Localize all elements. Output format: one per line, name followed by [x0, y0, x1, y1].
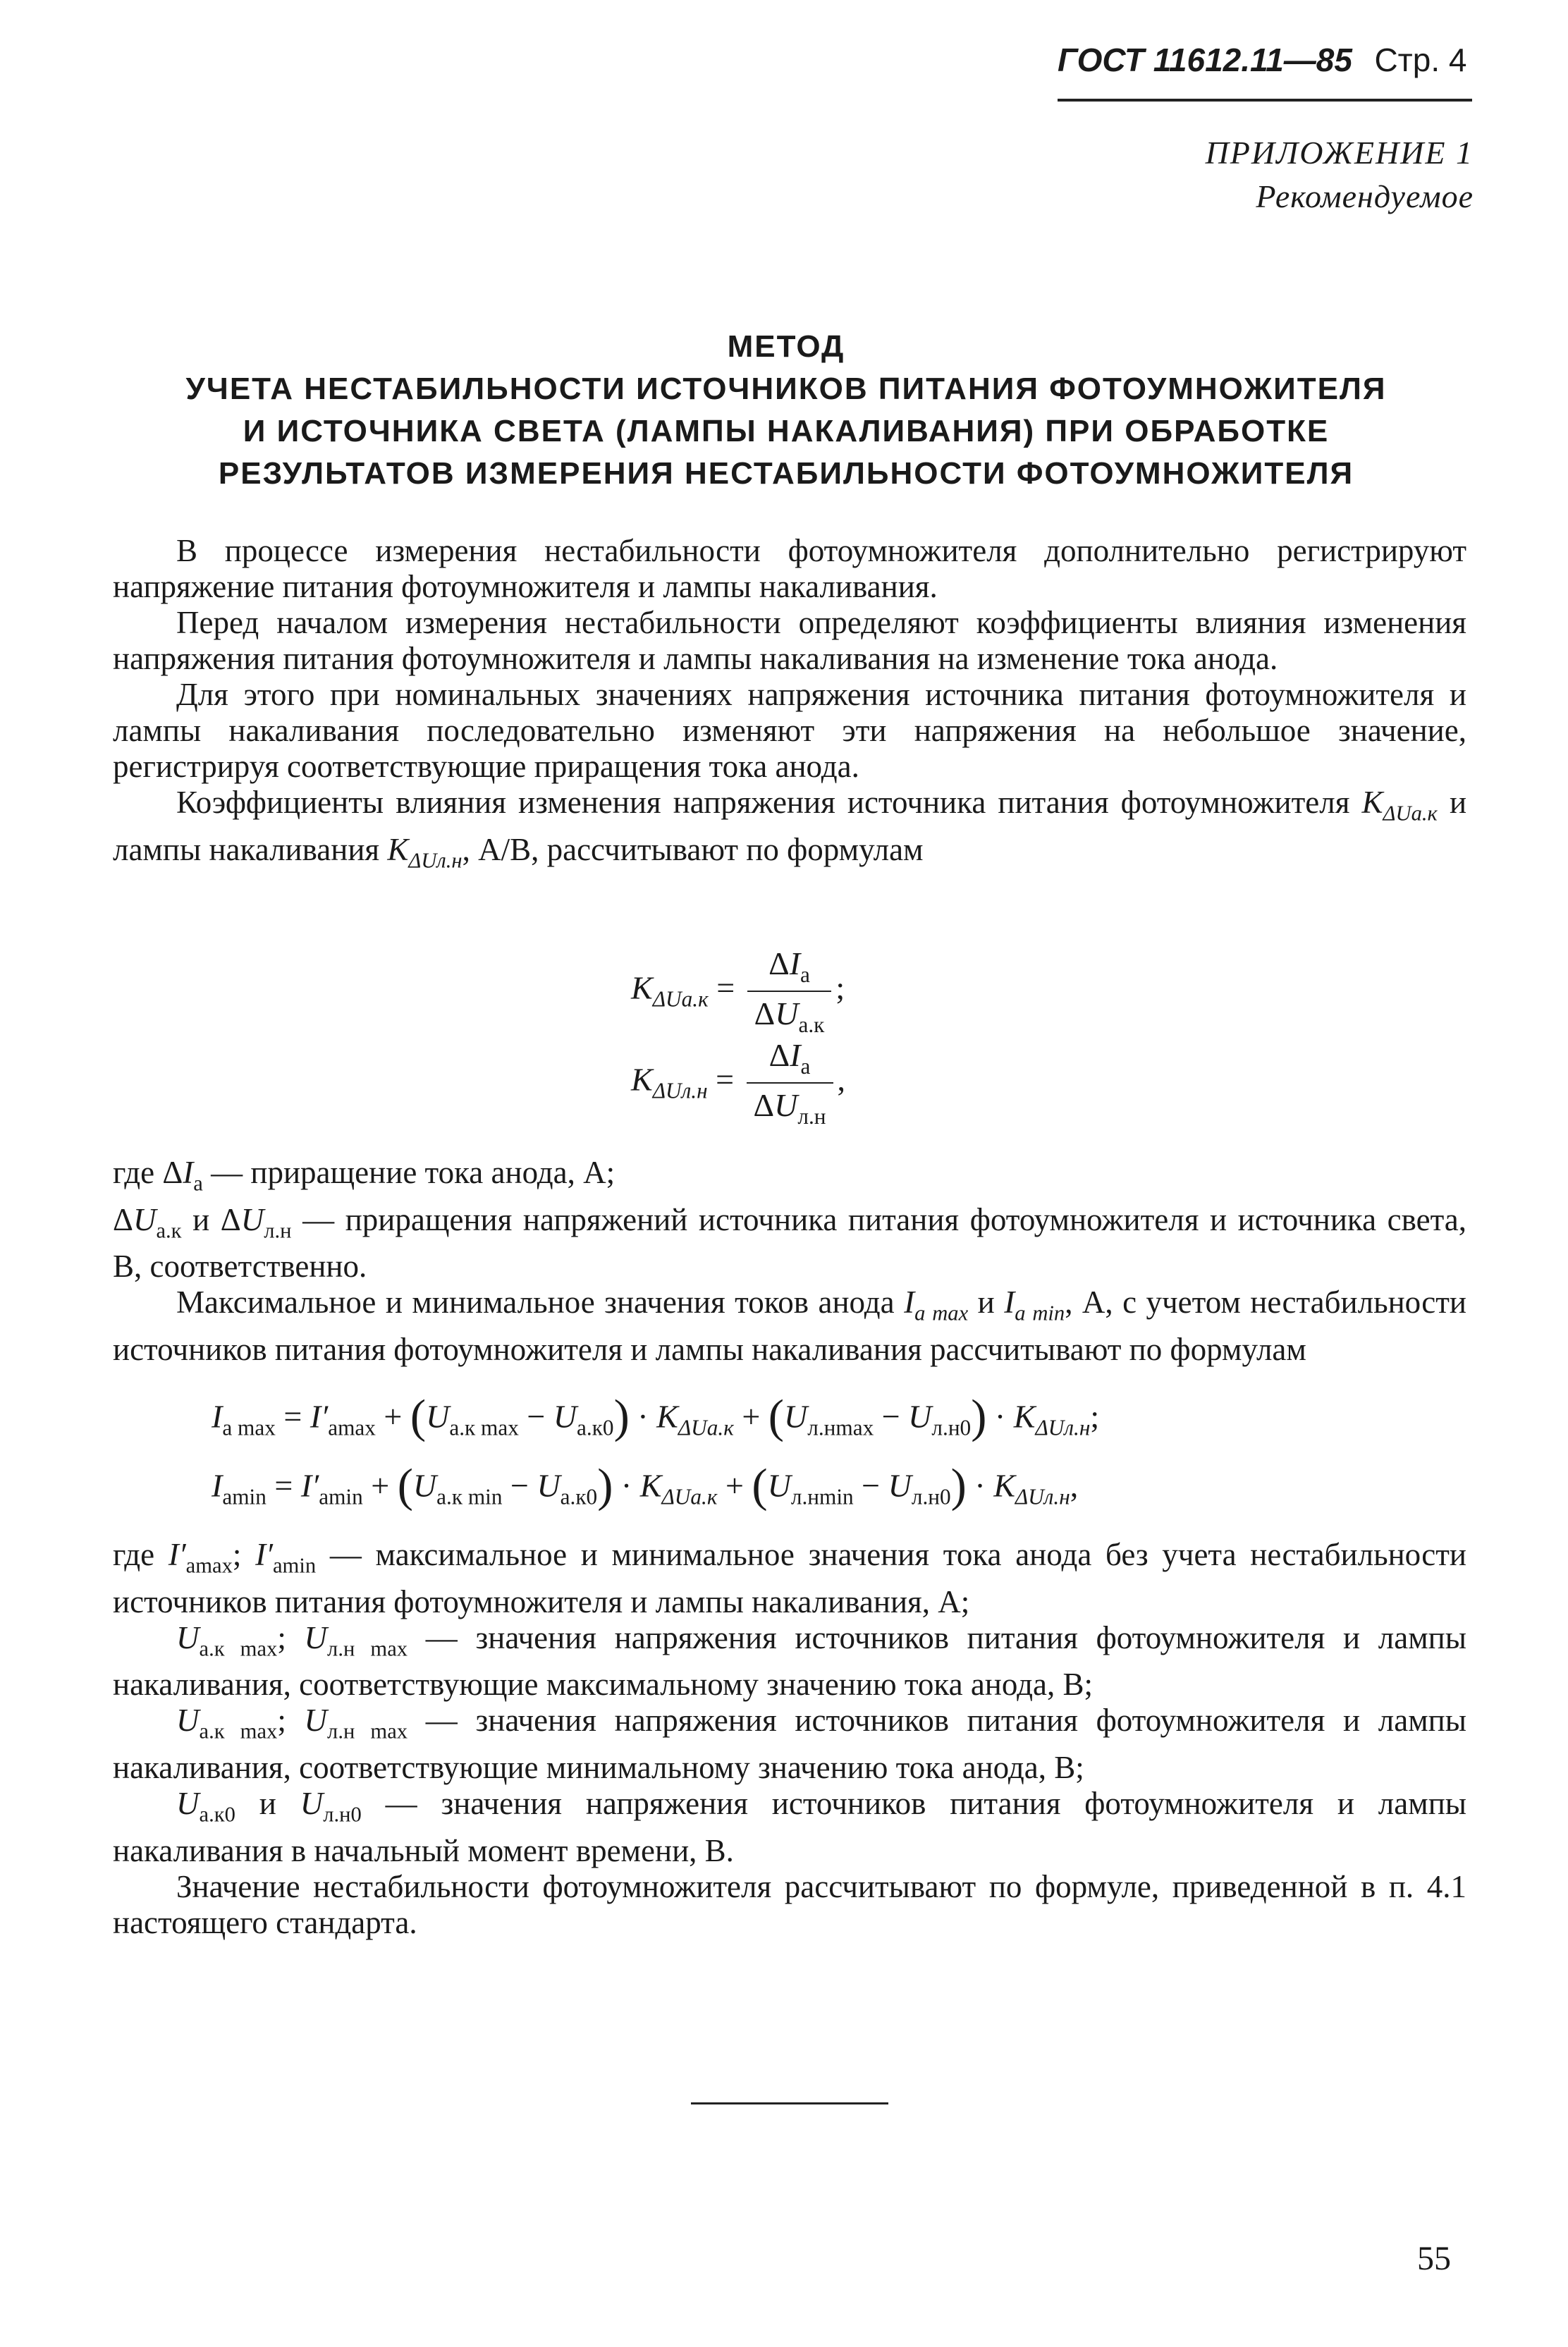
- paragraph-5: Максимальное и минимальное значения токов анода $I_{a max}$ и $I_{a min}$, А, с учетом нестабильности источников питания фотоумножителя и лампы накаливания рассчитывают по формулам: [113, 1285, 1467, 1368]
- paragraph-final: Значение нестабильности фотоумножителя рассчитывают по формуле, приведенной в п. 4.1 настоящего стандарта.: [113, 1868, 1466, 1940]
- appendix-status: Рекомендуемое: [1256, 178, 1474, 214]
- p4-text-a: Коэффициенты влияния изменения напряжения источника питания фотоумножителя: [176, 785, 1350, 820]
- def-delta-u: $\Delta U_{а.к}$ и $\Delta U_{л.н}$ — приращения напряжений источника питания фотоумножителя и источника света, В, соответственно.: [113, 1201, 1467, 1285]
- paragraph-2: Перед началом измерения нестабильности определяют коэффициенты влияния изменения напряжения питания фотоумножителя и лампы накаливания на изменение тока анода.: [113, 605, 1466, 676]
- definitions-1: [113, 1155, 1466, 1368]
- standard-code: ГОСТ 11612.11—85: [1058, 42, 1352, 78]
- title-line-1: МЕТОД: [727, 329, 845, 364]
- intro-text: [113, 533, 1466, 878]
- p4-text-b: и лампы накаливания: [113, 785, 1467, 867]
- def-u-min: $U_{а.к max}$; $U_{л.н max}$ — значения напряжения источников питания фотоумножителя и лампы накаливания, соответствующие минимальному значению тока анода, В;: [113, 1703, 1466, 1786]
- definitions-2: [113, 1537, 1466, 1941]
- formula-k-ak: $K_{\Delta Uа.к}$ = $\frac{\Delta I_а}{\Delta U_{а.к}}$ ;: [631, 945, 845, 1037]
- appendix-label: ПРИЛОЖЕНИЕ 1: [1205, 135, 1474, 171]
- p4-text-c: , A/B, рассчитывают по формулам: [462, 831, 924, 867]
- title-line-4: РЕЗУЛЬТАТОВ ИЗМЕРЕНИЯ НЕСТАБИЛЬНОСТИ ФОТОУМНОЖИТЕЛЯ: [218, 456, 1354, 491]
- paragraph-3: Для этого при номинальных значениях напряжения источника питания фотоумножителя и лампы накаливания последовательно изменяют эти напряжения на небольшое значение, регистрируя соответствующие приращения тока анода.: [113, 677, 1466, 784]
- title-line-3: И ИСТОЧНИКА СВЕТА (ЛАМПЫ НАКАЛИВАНИЯ) ПРИ ОБРАБОТКЕ: [243, 414, 1330, 448]
- end-rule: [691, 2102, 888, 2104]
- page-number: 55: [1417, 2240, 1451, 2277]
- paragraph-1: В процессе измерения нестабильности фотоумножителя дополнительно регистрируют напряжение питания фотоумножителя и лампы накаливания.: [113, 533, 1466, 604]
- def-u-max: $U_{а.к max}$; $U_{л.н max}$ — значения напряжения источников питания фотоумножителя и лампы накаливания, соответствующие максимальному значению тока анода, В;: [113, 1619, 1466, 1703]
- title-line-2: УЧЕТА НЕСТАБИЛЬНОСТИ ИСТОЧНИКОВ ПИТАНИЯ ФОТОУМНОЖИТЕЛЯ: [185, 372, 1387, 406]
- def-delta-ia: где $\Delta I_а$ — приращение тока анода, А;: [113, 1155, 615, 1196]
- header-rule: [1058, 99, 1472, 102]
- running-header: [1058, 41, 1466, 79]
- formula-k-ln: $K_{\Delta Uл.н}$ = $\frac{\Delta I_а}{\Delta U_{л.н}}$ ,: [631, 1037, 846, 1129]
- paragraph-4: Коэффициенты влияния изменения напряжения источника питания фотоумножителя $K_{\Delta Uа.к}$ и лампы накаливания $K_{\Delta Uл.н}$, A/B, рассчитывают по формулам: [113, 785, 1467, 873]
- formula-ia-min: $I_{amin} = I'_{amin} + (U_{а.к min} - U_{а.к0}) \cdot K_{\Delta Uа.к} + (U_{л.нmin} - U_{л.н0}) \cdot K_{\Delta Uл.н}$,: [212, 1460, 1079, 1512]
- def-u-zero: $U_{а.к0}$ и $U_{л.н0}$ — значения напряжения источников питания фотоумножителя и лампы накаливания в начальный момент времени, В.: [113, 1786, 1467, 1868]
- section-title: [106, 326, 1466, 495]
- page-label: Стр. 4: [1374, 42, 1467, 78]
- formula-ia-max: $I_{а max} = I'_{amax} + (U_{а.к max} - U_{а.к0}) \cdot K_{\Delta Uа.к} + (U_{л.нmax} - U_{л.н0}) \cdot K_{\Delta Uл.н}$;: [212, 1391, 1100, 1442]
- def-i-prime: где $I'_{amax}$; $I'_{amin}$ — максимальное и минимальное значения тока анода без учета нестабильности источников питания фотоумножителя и лампы накаливания, А;: [113, 1537, 1467, 1619]
